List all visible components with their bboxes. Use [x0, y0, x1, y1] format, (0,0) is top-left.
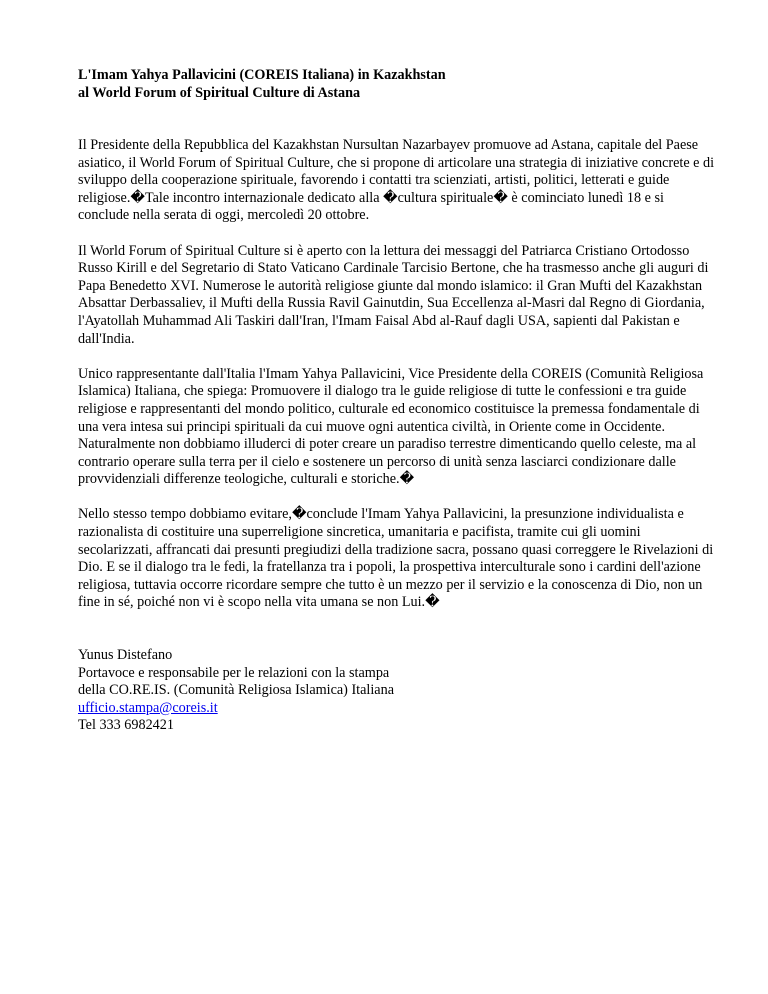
document-page	[78, 66, 718, 735]
title-line-1: L'Imam Yahya Pallavicini (COREIS Italiana) in Kazakhstan	[78, 67, 446, 83]
title-line-2: al World Forum of Spiritual Culture di Astana	[78, 85, 361, 101]
paragraph-conclusion: Nello stesso tempo dobbiamo evitare,�conclude l'Imam Yahya Pallavicini, la presunzione individualista e razionalista di costituire una superreligione sincretica, umanitaria e pacifista, tramite cui gli uomini secolarizzati, affrancati dai presunti pregiudizi della tradizione sacra, possano quasi correggere le Rivelazioni di Dio. E se il dialogo tra le fedi, la fratellanza tra i popoli, la prospettiva interculturale sono i cardini dell'azione religiosa, tuttavia occorre ricordare sempre che tutto è un mezzo per il servizio e la conoscenza di Dio, non un fine in sé, poiché non vi è scopo nella vita umana se non Lui.�	[78, 506, 714, 611]
paragraph-intro: Il Presidente della Repubblica del Kazakhstan Nursultan Nazarbayev promuove ad Astana, capitale del Paese asiatico, il World Forum of Spiritual Culture, che si propone di articolare una strategia di iniziative concrete e di sviluppo della cooperazione spirituale, favorendo i contatti tra scienziati, artisti, politici, letterati e guide religiose.�Tale incontro internazionale dedicato alla �cultura spirituale� è cominciato lunedì 18 e si conclude nella serata di oggi, mercoledì 20 ottobre.	[78, 137, 715, 224]
document-title	[78, 66, 718, 102]
signature-phone: Tel 333 6982421	[78, 717, 174, 734]
signature-role: Portavoce e responsabile per le relazioni con la stampa	[78, 664, 390, 681]
paragraph-italian-representative: Unico rappresentante dall'Italia l'Imam Yahya Pallavicini, Vice Presidente della COREIS (Comunità Religiosa Islamica) Italiana, che spiega: Promuovere il dialogo tra le guide religiose di tutte le confessioni e tra guide religiose e rappresentanti del mondo politico, culturale ed economico costituisce la premessa fondamentale di una vera intesa sui principi spirituali da cui muove ogni autentica civiltà, in Oriente come in Occidente. Naturalmente non dobbiamo illuderci di poter creare un paradiso terrestre dimenticando quello celeste, ma al contrario operare sulla terra per il cielo e sostenere un percorso di unità senza lasciarci condizionare dalle provvidenziali differenze teologiche, culturali e storiche.�	[78, 365, 704, 488]
email-link[interactable]: ufficio.stampa@coreis.it	[78, 699, 218, 716]
signature-name: Yunus Distefano	[78, 647, 173, 664]
signature-organization: della CO.RE.IS. (Comunità Religiosa Islamica) Italiana	[78, 682, 394, 699]
signature-block	[78, 647, 718, 735]
paragraph-forum-opening: Il World Forum of Spiritual Culture si è aperto con la lettura dei messaggi del Patriarca Cristiano Ortodosso Russo Kirill e del Segretario di Stato Vaticano Cardinale Tarcisio Bertone, che ha trasmesso anche gli auguri di Papa Benedetto XVI. Numerose le autorità religiose giunte dal mondo islamico: il Gran Mufti del Kazakhstan Absattar Derbassaliev, il Mufti della Russia Ravil Gainutdin, Sua Eccellenza al-Masri dal Regno di Giordania, l'Ayatollah Muhammad Ali Taskiri dall'Iran, l'Imam Faisal Abd al-Rauf dagli USA, sapienti dal Pakistan e dall'India.	[78, 242, 709, 347]
